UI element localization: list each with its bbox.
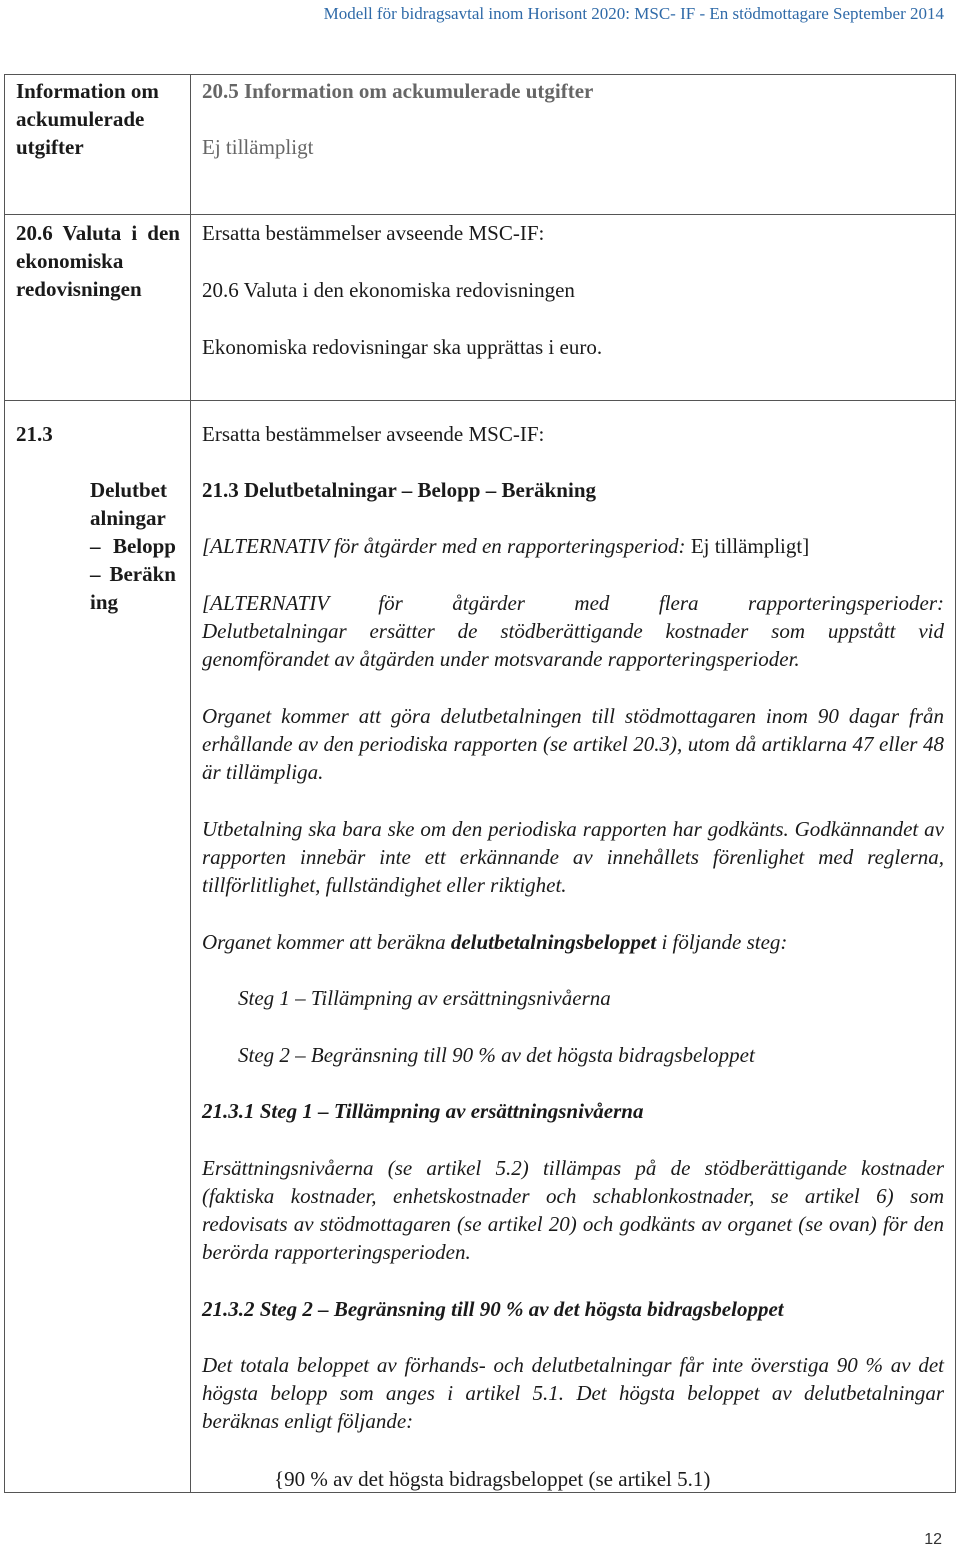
text-euro-currency: Ekonomiska redovisningar ska upprättas i euro. <box>202 335 603 359</box>
column-divider <box>190 74 191 1493</box>
heading-20-6: 20.6 Valuta i den ekonomiska redovisningen <box>202 278 575 302</box>
heading-21-3-1: 21.3.1 Steg 1 – Tillämpning av ersättningsnivåerna <box>202 1099 644 1123</box>
label-21-3-number: 21.3 <box>16 422 53 446</box>
heading-21-3 <box>202 476 596 505</box>
label-interim-payments: Delutbetalningar – Belopp – Beräkning <box>90 478 176 614</box>
formula-line: {90 % av det högsta bidragsbeloppet (se artikel 5.1) <box>274 1467 711 1491</box>
alt2-text: Delutbetalningar ersätter de stödberättigande kostnader som uppstått vid genomförandet av åtgärden under motsvarande rapporteringsperioder. <box>202 619 944 671</box>
heading-21-3-2: 21.3.2 Steg 2 – Begränsning till 90 % av det högsta bidragsbeloppet <box>202 1297 784 1321</box>
step-2-item: Steg 2 – Begränsning till 90 % av det högsta bidragsbeloppet <box>238 1043 755 1067</box>
heading-20-5: 20.5 Information om ackumulerade utgifter <box>202 79 594 103</box>
alt2-line1: [ALTERNATIV för åtgärder med flera rapporteringsperioder: <box>202 591 944 615</box>
label-currency: 20.6 Valuta i den ekonomiska redovisningen <box>16 221 180 301</box>
document-header-title: Modell för bidragsavtal inom Horisont 2020: MSC- IF - En stödmottagare September 2014 <box>323 4 944 23</box>
calc-suffix: i följande steg: <box>661 930 788 954</box>
paragraph-step-1: Ersättningsnivåerna (se artikel 5.2) tillämpas på de stödberättigande kostnader (faktiska kostnader, enhetskostnader och schablonkostnader, se artikel 6) som redovisats av stödmottagaren (se artikel 20) och godkänts av organet (se ovan) för den berörda rapporteringsperioden. <box>202 1156 944 1264</box>
alt1-prefix: [ALTERNATIV för åtgärder med en rapporteringsperiod: <box>202 534 686 558</box>
label-accumulated-costs: Information om ackumulerade utgifter <box>16 79 159 159</box>
intro-replaced-provisions: Ersatta bestämmelser avseende MSC-IF: <box>202 221 545 245</box>
step-1-item: Steg 1 – Tillämpning av ersättningsnivåerna <box>238 986 611 1010</box>
page-number: 12 <box>924 1531 942 1548</box>
paragraph-payment-deadline: Organet kommer att göra delutbetalningen till stödmottagaren inom 90 dagar från erhållande av den periodiska rapporten (se artikel 20.3), utom då artiklarna 47 eller 48 är tillämpliga. <box>202 704 944 784</box>
intro-replaced-provisions-2: Ersatta bestämmelser avseende MSC-IF: <box>202 422 545 446</box>
paragraph-approval: Utbetalning ska bara ske om den periodiska rapporten har godkänts. Godkännandet av rapporten innebär inte ett erkännande av innehållets förenlighet med reglerna, tillförlitlighet, fullständighet eller riktighet. <box>202 817 944 897</box>
calc-prefix: Organet kommer att beräkna <box>202 930 446 954</box>
calc-bold-term: delutbetalningsbeloppet <box>450 930 657 954</box>
paragraph-calculation-steps <box>202 928 787 956</box>
row-divider <box>4 400 956 401</box>
paragraph-step-2: Det totala beloppet av förhands- och delutbetalningar får inte överstiga 90 % av det högsta belopp som anges i artikel 5.1. Det högsta beloppet av delutbetalningar beräknas enligt följande: <box>202 1353 944 1433</box>
text-not-applicable: Ej tillämpligt <box>202 135 314 159</box>
row-divider <box>4 214 956 215</box>
alternative-single-period <box>202 532 809 560</box>
alt1-value: Ej tillämpligt] <box>690 534 810 558</box>
heading-21-3-text: 21.3 Delutbetalningar – Belopp – Beräkning <box>202 478 596 502</box>
